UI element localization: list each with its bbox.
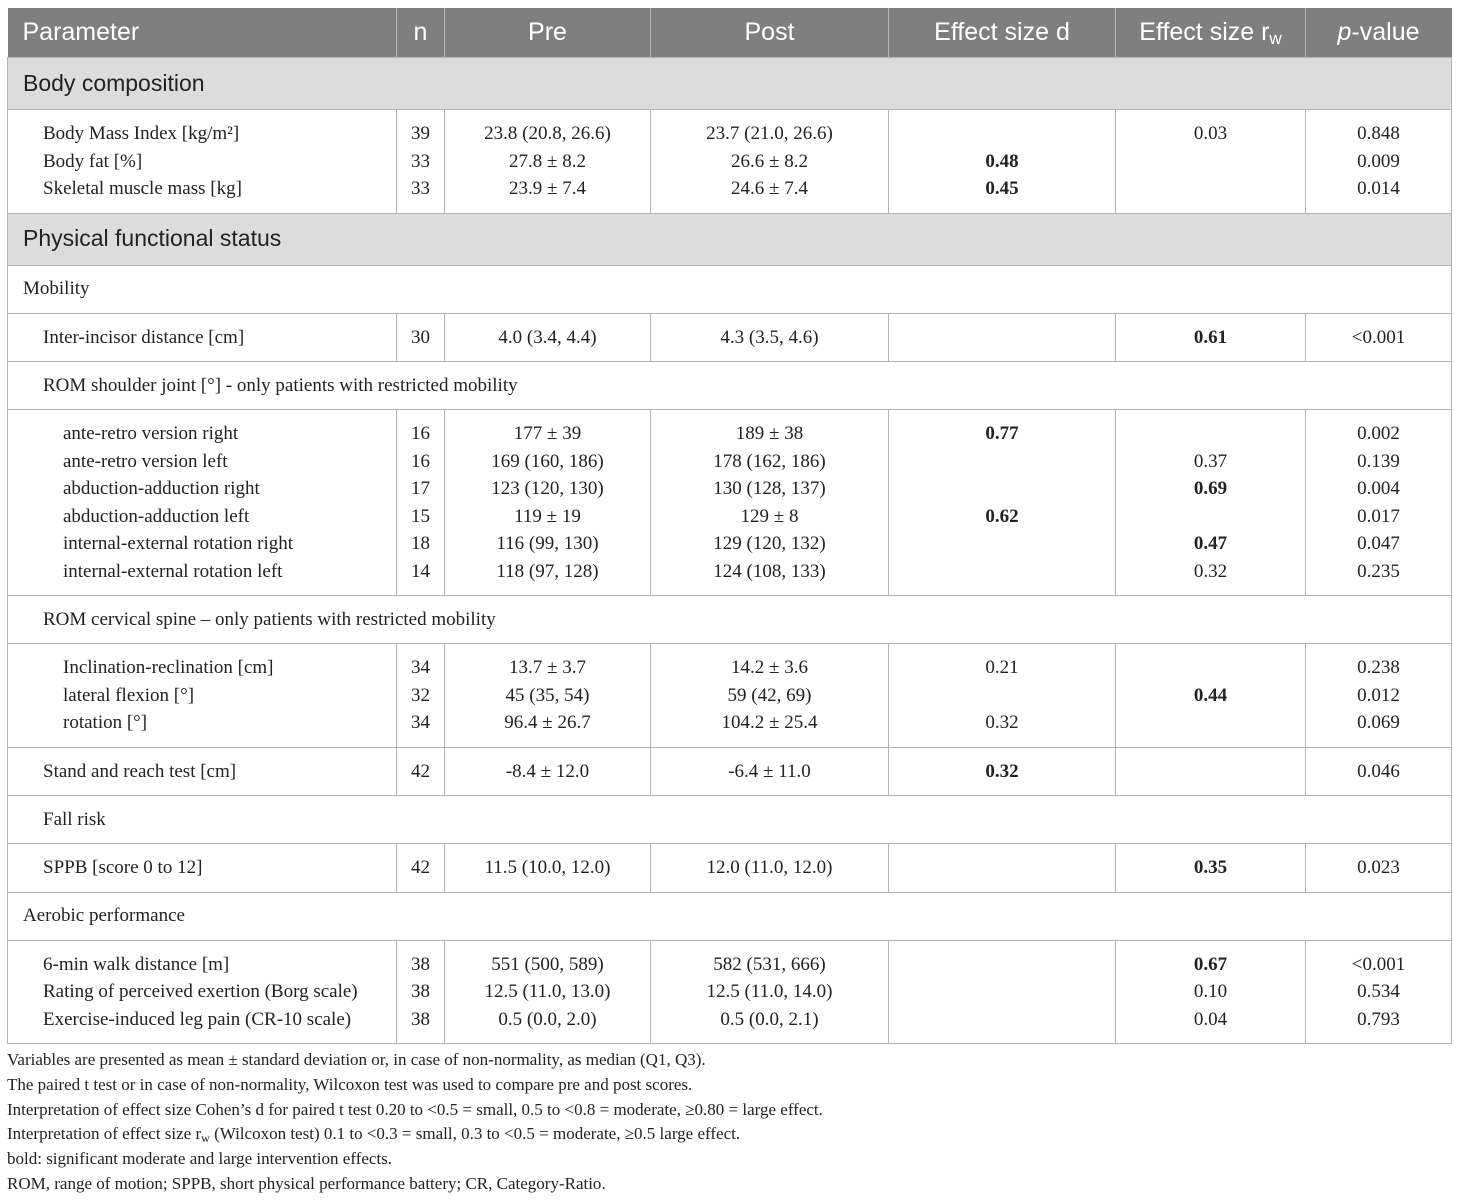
row-label: Inter-incisor distance [cm]	[8, 313, 397, 362]
cell-n: 38	[397, 940, 445, 978]
cell-pre: 11.5 (10.0, 12.0)	[445, 844, 651, 893]
cell-post: 4.3 (3.5, 4.6)	[651, 313, 889, 362]
header-p-italic: p	[1337, 18, 1352, 46]
cell-post: 124 (108, 133)	[651, 558, 889, 596]
cell-post: 12.0 (11.0, 12.0)	[651, 844, 889, 893]
row-label: Body fat [%]	[8, 148, 397, 176]
cell-d: 0.32	[889, 747, 1116, 796]
cell-pre: 12.5 (11.0, 13.0)	[445, 978, 651, 1006]
results-table	[7, 8, 1452, 1044]
cell-post: 23.7 (21.0, 26.6)	[651, 110, 889, 148]
cell-n: 17	[397, 475, 445, 503]
cell-rw	[1116, 644, 1306, 682]
cell-n: 18	[397, 530, 445, 558]
cell-p: 0.534	[1306, 978, 1452, 1006]
cell-rw	[1116, 747, 1306, 796]
cell-p: 0.014	[1306, 175, 1452, 213]
cell-pre: 13.7 ± 3.7	[445, 644, 651, 682]
cell-rw: 0.67	[1116, 940, 1306, 978]
cell-post: 178 (162, 186)	[651, 448, 889, 476]
footnote-bold: bold: significant moderate and large intervention effects.	[7, 1149, 393, 1169]
cell-n: 33	[397, 175, 445, 213]
cell-rw: 0.32	[1116, 558, 1306, 596]
cell-rw	[1116, 148, 1306, 176]
cell-n: 34	[397, 644, 445, 682]
subheading-row	[8, 596, 1452, 644]
row-label: Stand and reach test [cm]	[8, 747, 397, 796]
cell-rw: 0.04	[1116, 1006, 1306, 1044]
cell-pre: 177 ± 39	[445, 410, 651, 448]
header-n: n	[397, 8, 445, 58]
footnote-presentation: Variables are presented as mean ± standard deviation or, in case of non-normality, as median (Q1, Q3).	[7, 1050, 706, 1069]
cell-post: 104.2 ± 25.4	[651, 709, 889, 747]
header-p-value	[1306, 8, 1452, 58]
cell-d	[889, 475, 1116, 503]
row-label: internal-external rotation right	[8, 530, 397, 558]
table-row	[8, 448, 1452, 476]
cell-p: 0.047	[1306, 530, 1452, 558]
cell-pre: 27.8 ± 8.2	[445, 148, 651, 176]
cell-p: 0.009	[1306, 148, 1452, 176]
footnote-tests: The paired t test or in case of non-normality, Wilcoxon test was used to compare pre and post scores.	[7, 1074, 693, 1094]
cell-p: 0.004	[1306, 475, 1452, 503]
subheading-rom-cervical: ROM cervical spine – only patients with restricted mobility	[8, 596, 1452, 644]
cell-rw	[1116, 503, 1306, 531]
cell-rw: 0.03	[1116, 110, 1306, 148]
cell-n: 15	[397, 503, 445, 531]
cell-p: <0.001	[1306, 313, 1452, 362]
header-effect-size-d: Effect size d	[889, 8, 1116, 58]
footnote-abbreviations: ROM, range of motion; SPPB, short physical performance battery; CR, Category-Ratio.	[7, 1173, 606, 1193]
header-row	[8, 8, 1452, 58]
cell-rw: 0.35	[1116, 844, 1306, 893]
subheading-fall-risk: Fall risk	[8, 796, 1452, 844]
subheading-row	[8, 362, 1452, 410]
table-row	[8, 175, 1452, 213]
cell-rw: 0.61	[1116, 313, 1306, 362]
row-label: internal-external rotation left	[8, 558, 397, 596]
cell-p: 0.793	[1306, 1006, 1452, 1044]
cell-post: 129 (120, 132)	[651, 530, 889, 558]
subheading-aerobic: Aerobic performance	[8, 892, 1452, 940]
cell-pre: 169 (160, 186)	[445, 448, 651, 476]
table-footnotes	[7, 1048, 1451, 1197]
cell-n: 14	[397, 558, 445, 596]
cell-d	[889, 448, 1116, 476]
footnote-rw-prefix: Interpretation of effect size r	[7, 1124, 202, 1144]
cell-pre: 4.0 (3.4, 4.4)	[445, 313, 651, 362]
cell-n: 42	[397, 844, 445, 893]
cell-d	[889, 558, 1116, 596]
cell-n: 38	[397, 978, 445, 1006]
header-pre: Pre	[445, 8, 651, 58]
cell-pre: 45 (35, 54)	[445, 682, 651, 710]
cell-d	[889, 530, 1116, 558]
cell-pre: 0.5 (0.0, 2.0)	[445, 1006, 651, 1044]
cell-d	[889, 844, 1116, 893]
header-effect-size-rw-text: Effect size r	[1139, 18, 1270, 46]
header-p-suffix: -value	[1351, 18, 1420, 46]
cell-rw	[1116, 175, 1306, 213]
cell-n: 16	[397, 448, 445, 476]
table-row	[8, 978, 1452, 1006]
cell-rw: 0.37	[1116, 448, 1306, 476]
section-body-composition: Body composition	[8, 58, 1452, 110]
cell-p: 0.238	[1306, 644, 1452, 682]
cell-p: 0.002	[1306, 410, 1452, 448]
cell-rw: 0.69	[1116, 475, 1306, 503]
cell-d: 0.77	[889, 410, 1116, 448]
cell-p: 0.017	[1306, 503, 1452, 531]
header-post: Post	[651, 8, 889, 58]
cell-p: 0.139	[1306, 448, 1452, 476]
cell-post: 26.6 ± 8.2	[651, 148, 889, 176]
cell-d: 0.32	[889, 709, 1116, 747]
cell-rw: 0.10	[1116, 978, 1306, 1006]
cell-p: 0.069	[1306, 709, 1452, 747]
cell-rw	[1116, 709, 1306, 747]
table-row	[8, 148, 1452, 176]
subheading-mobility: Mobility	[8, 265, 1452, 313]
header-effect-size-rw	[1116, 8, 1306, 58]
row-label: Inclination-reclination [cm]	[8, 644, 397, 682]
section-row	[8, 58, 1452, 110]
table-row	[8, 313, 1452, 362]
row-label: abduction-adduction left	[8, 503, 397, 531]
table-row	[8, 410, 1452, 448]
cell-n: 30	[397, 313, 445, 362]
cell-p: 0.235	[1306, 558, 1452, 596]
cell-post: 189 ± 38	[651, 410, 889, 448]
table-row	[8, 110, 1452, 148]
cell-pre: 551 (500, 589)	[445, 940, 651, 978]
cell-d	[889, 313, 1116, 362]
table-row	[8, 940, 1452, 978]
row-label: lateral flexion [°]	[8, 682, 397, 710]
cell-n: 33	[397, 148, 445, 176]
footnote-cohens-d: Interpretation of effect size Cohen’s d for paired t test 0.20 to <0.5 = small, 0.5 to <0.8 = moderate, ≥0.80 = large effect.	[7, 1099, 823, 1119]
footnote-rw-subscript: w	[201, 1131, 210, 1146]
footnote-rw	[7, 1122, 1451, 1147]
cell-rw: 0.47	[1116, 530, 1306, 558]
cell-rw: 0.44	[1116, 682, 1306, 710]
table-row	[8, 475, 1452, 503]
header-rw-subscript: w	[1269, 29, 1282, 48]
cell-n: 38	[397, 1006, 445, 1044]
table-row	[8, 682, 1452, 710]
cell-pre: 123 (120, 130)	[445, 475, 651, 503]
row-label: Body Mass Index [kg/m²]	[8, 110, 397, 148]
cell-p: <0.001	[1306, 940, 1452, 978]
cell-d	[889, 110, 1116, 148]
header-parameter: Parameter	[8, 8, 397, 58]
table-row	[8, 530, 1452, 558]
cell-d	[889, 682, 1116, 710]
cell-post: 24.6 ± 7.4	[651, 175, 889, 213]
cell-pre: 119 ± 19	[445, 503, 651, 531]
row-label: Skeletal muscle mass [kg]	[8, 175, 397, 213]
row-label: SPPB [score 0 to 12]	[8, 844, 397, 893]
table-row	[8, 558, 1452, 596]
subheading-row	[8, 265, 1452, 313]
cell-pre: 116 (99, 130)	[445, 530, 651, 558]
cell-n: 42	[397, 747, 445, 796]
cell-pre: 96.4 ± 26.7	[445, 709, 651, 747]
section-row	[8, 213, 1452, 265]
cell-d: 0.21	[889, 644, 1116, 682]
table-row	[8, 644, 1452, 682]
table-row	[8, 844, 1452, 893]
section-physical-functional-status: Physical functional status	[8, 213, 1452, 265]
cell-post: 12.5 (11.0, 14.0)	[651, 978, 889, 1006]
table-row	[8, 709, 1452, 747]
cell-post: -6.4 ± 11.0	[651, 747, 889, 796]
subheading-rom-shoulder: ROM shoulder joint [°] - only patients with restricted mobility	[8, 362, 1452, 410]
cell-p: 0.012	[1306, 682, 1452, 710]
cell-post: 14.2 ± 3.6	[651, 644, 889, 682]
cell-d: 0.48	[889, 148, 1116, 176]
cell-post: 582 (531, 666)	[651, 940, 889, 978]
cell-n: 34	[397, 709, 445, 747]
row-label: Rating of perceived exertion (Borg scale)	[8, 978, 397, 1006]
cell-pre: 118 (97, 128)	[445, 558, 651, 596]
cell-post: 59 (42, 69)	[651, 682, 889, 710]
table-row	[8, 747, 1452, 796]
cell-pre: -8.4 ± 12.0	[445, 747, 651, 796]
cell-d	[889, 1006, 1116, 1044]
subheading-row	[8, 892, 1452, 940]
row-label: 6-min walk distance [m]	[8, 940, 397, 978]
cell-n: 16	[397, 410, 445, 448]
results-table-container	[7, 8, 1451, 1044]
row-label: rotation [°]	[8, 709, 397, 747]
cell-post: 130 (128, 137)	[651, 475, 889, 503]
row-label: abduction-adduction right	[8, 475, 397, 503]
cell-post: 0.5 (0.0, 2.1)	[651, 1006, 889, 1044]
cell-d: 0.62	[889, 503, 1116, 531]
footnote-rw-suffix: (Wilcoxon test) 0.1 to <0.3 = small, 0.3 to <0.5 = moderate, ≥0.5 large effect.	[209, 1124, 741, 1144]
row-label: ante-retro version left	[8, 448, 397, 476]
table-row	[8, 503, 1452, 531]
cell-d	[889, 940, 1116, 978]
cell-post: 129 ± 8	[651, 503, 889, 531]
subheading-row	[8, 796, 1452, 844]
cell-n: 32	[397, 682, 445, 710]
row-label: Exercise-induced leg pain (CR-10 scale)	[8, 1006, 397, 1044]
cell-rw	[1116, 410, 1306, 448]
cell-d: 0.45	[889, 175, 1116, 213]
cell-p: 0.023	[1306, 844, 1452, 893]
cell-pre: 23.8 (20.8, 26.6)	[445, 110, 651, 148]
cell-d	[889, 978, 1116, 1006]
cell-n: 39	[397, 110, 445, 148]
cell-p: 0.848	[1306, 110, 1452, 148]
row-label: ante-retro version right	[8, 410, 397, 448]
cell-p: 0.046	[1306, 747, 1452, 796]
table-row	[8, 1006, 1452, 1044]
cell-pre: 23.9 ± 7.4	[445, 175, 651, 213]
